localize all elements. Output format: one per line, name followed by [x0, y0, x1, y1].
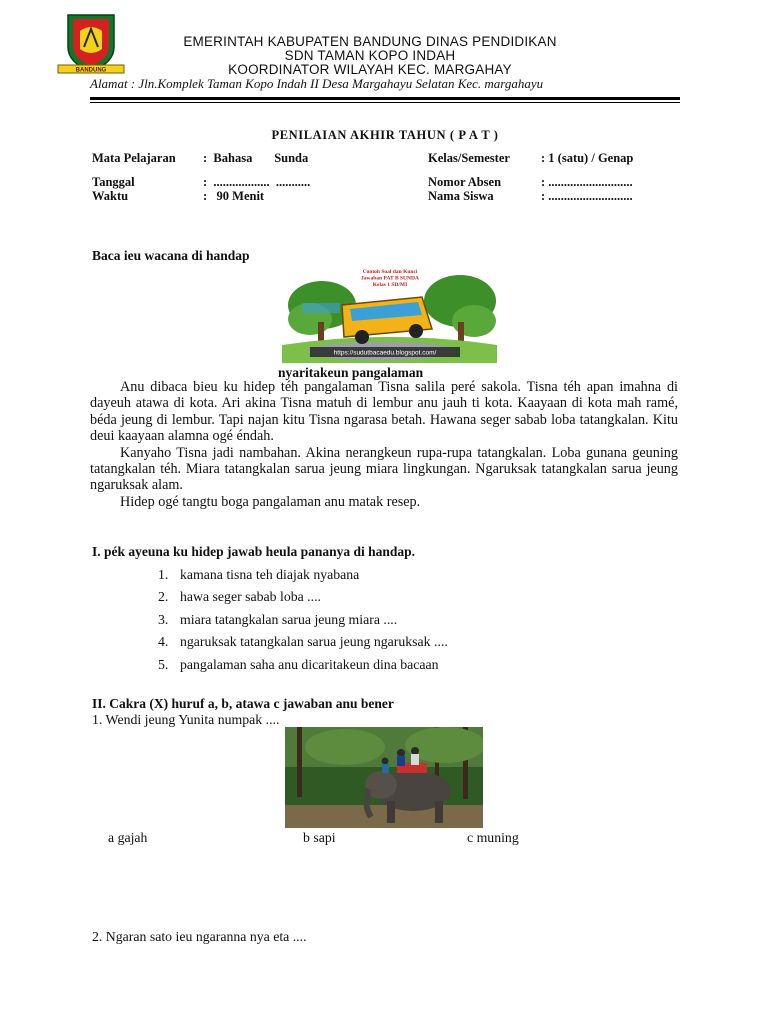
story-title: nyaritakeun pangalaman — [278, 365, 424, 380]
question-number: 3. — [158, 612, 169, 627]
section2-question-2: 2. Ngaran sato ieu ngaranna nya eta .... — [92, 929, 307, 944]
name-label: Nama Siswa — [428, 189, 494, 203]
header-rule-thick — [90, 97, 680, 100]
time-label: Waktu — [92, 189, 129, 203]
question-text: pangalaman saha anu dicaritakeun dina bacaan — [180, 657, 439, 672]
option-b: b sapi — [303, 830, 336, 845]
question-text: kamana tisna teh diajak nyabana — [180, 567, 360, 582]
question-item — [158, 589, 321, 605]
time-value: : 90 Menit — [203, 189, 265, 203]
illustration-caption-1: Contoh Soal dan Kunci — [362, 269, 418, 275]
absen-value: : ........................... — [541, 175, 633, 189]
story-paragraph: Kanyaho Tisna jadi nambahan. Akina nerangkeun rupa-rupa tatangkalan. Loba gunana geuning tatangkalan téh. Miara tatangkalan sarua jeung miara lingkungan. Ngaruksak tatangkalan sarua jeung ngaruksak alam. — [90, 444, 678, 494]
subject-label: Mata Pelajaran — [92, 151, 176, 165]
story-paragraph: Anu dibaca bieu ku hidep téh pangalaman Tisna salila peré sakola. Tisna téh apan imahna di dayeuh atawa di kota. Ari akina Tisna matuh di lembur anu jauh ti kota. Kaayaan di kota mah ramé, béda jeung di lembur. Tapi najan kitu Tisna ngarasa betah. Hawana seger sabab loba tatangkalan. Kitu deui kaayaan alamna ogé éndah. — [90, 379, 678, 445]
class-label: Kelas/Semester — [428, 151, 510, 165]
date-label: Tanggal — [92, 175, 135, 189]
question-number: 5. — [158, 657, 169, 672]
question-text: miara tatangkalan sarua jeung miara .... — [180, 612, 398, 627]
story-body — [90, 379, 678, 510]
option-a: a gajah — [108, 830, 148, 845]
question-item — [158, 657, 439, 673]
question-text: ngaruksak tatangkalan sarua jeung ngaruksak .... — [180, 634, 448, 649]
class-value: : 1 (satu) / Genap — [541, 151, 634, 165]
question-number: 1. — [158, 567, 169, 582]
option-c: c muning — [467, 830, 519, 845]
exam-title: PENILAIAN AKHIR TAHUN ( P A T ) — [271, 128, 499, 142]
section1-heading: I. pék ayeuna ku hidep jawab heula pananya di handap. — [92, 544, 416, 559]
illustration-url: https://sudutbacaedu.blogspot.com/ — [333, 349, 437, 357]
bus-illustration — [282, 267, 497, 363]
header-rule-thin — [90, 102, 680, 103]
name-value: : ........................... — [541, 189, 633, 203]
absen-label: Nomor Absen — [428, 175, 502, 189]
question-item — [158, 612, 397, 628]
question-text: hawa seger sabab loba .... — [180, 589, 321, 604]
question-number: 2. — [158, 589, 169, 604]
question-number: 4. — [158, 634, 169, 649]
illustration-caption-2: Jawaban PAT B SUNDA — [361, 275, 419, 282]
date-value: : .................. ........... — [203, 175, 311, 189]
reading-instruction: Baca ieu wacana di handap — [92, 248, 250, 263]
section2-heading: II. Cakra (X) huruf a, b, atawa c jawaban anu bener — [92, 696, 394, 711]
illustration-caption-3: Kelas 1 SD/MI — [372, 282, 408, 288]
section2-question-1: 1. Wendi jeung Yunita numpak .... — [92, 712, 280, 727]
story-paragraph: Hidep ogé tangtu boga pangalaman anu matak resep. — [120, 493, 421, 510]
header-line-3: KOORDINATOR WILAYAH KEC. MARGAHAY — [228, 62, 512, 77]
header-address: Alamat : Jln.Komplek Taman Kopo Indah II Desa Margahayu Selatan Kec. margahayu — [90, 76, 544, 91]
subject-value: : Bahasa Sunda — [203, 151, 309, 165]
logo-banner-text: BANDUNG — [75, 67, 107, 74]
header-line-2: SDN TAMAN KOPO INDAH — [284, 48, 456, 63]
elephant-photo — [285, 727, 483, 828]
question-item — [158, 634, 448, 650]
question-item — [158, 567, 359, 583]
header-line-1: EMERINTAH KABUPATEN BANDUNG DINAS PENDIDIKAN — [183, 34, 557, 49]
regency-logo — [56, 13, 126, 75]
